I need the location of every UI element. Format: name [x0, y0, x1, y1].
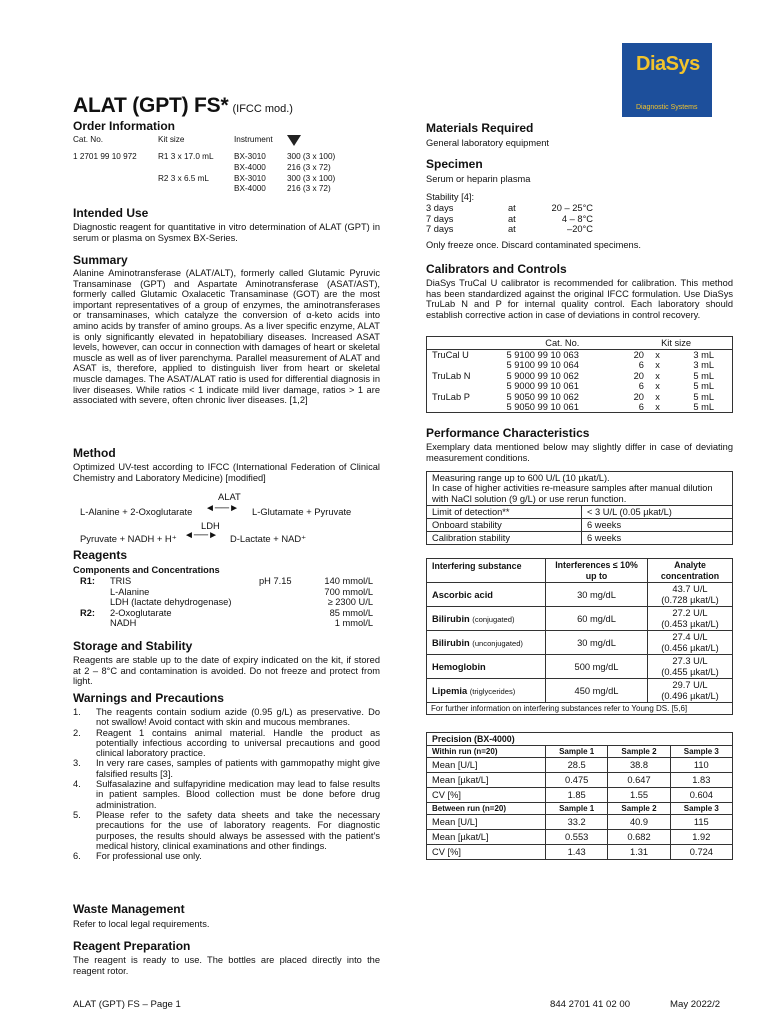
calibrator-name: TruCal U: [427, 350, 505, 361]
warning-item: [73, 707, 380, 728]
calibrator-row: [427, 381, 733, 391]
method-text: Optimized UV-test according to IFCC (International Federation of Clinical Chemistry and Laboratory Medicine) [modified]: [73, 462, 380, 483]
specimen-note: Only freeze once. Discard contaminated specimens.: [426, 240, 641, 250]
limits-value: 6 weeks: [582, 519, 733, 532]
precision-value: 0.647: [608, 773, 670, 788]
diasys-logo: [622, 43, 712, 117]
calibrator-volume: 3 mL: [667, 360, 732, 370]
reagent-label: R1:: [80, 576, 95, 586]
stability-at: at: [508, 203, 516, 213]
warning-item: [73, 758, 380, 779]
logo-brand: DiaSys: [636, 53, 700, 75]
calibrator-count: 6: [638, 381, 644, 392]
calibrator-cat: 5 9050 99 10 062: [506, 391, 579, 402]
calibrator-name: [427, 360, 505, 370]
stability-temperature: 20 – 25°C: [551, 203, 593, 213]
interference-note: For further information on interfering substances refer to Young DS. [5,6]: [427, 703, 733, 715]
precision-key: Mean [U/L]: [427, 758, 546, 773]
calibrator-cat: 5 9050 99 10 061: [505, 402, 621, 413]
stability-duration: 7 days: [426, 213, 454, 224]
reagents-heading: Reagents: [73, 548, 128, 562]
warning-text: Reagent 1 contains animal material. Handle the product as potentially infectious according to universal precautions and good clinical laboratory practice.: [96, 727, 380, 759]
order-cell-kit: R1 3 x 17.0 mL: [158, 152, 214, 161]
tests-symbol-icon: [287, 133, 301, 151]
warnings-heading: Warnings and Precautions: [73, 691, 224, 705]
stability-at: at: [508, 213, 516, 224]
stability-temperature: –20°C: [567, 224, 593, 235]
precision-sample-header: Sample 2: [608, 803, 670, 815]
stability-duration: 3 days: [426, 203, 454, 213]
calibrator-row: [427, 371, 733, 381]
reagent-concentration: 140 mmol/L: [324, 576, 373, 586]
calibrator-cat: 5 9100 99 10 063: [505, 350, 621, 361]
precision-value: 110: [670, 758, 732, 773]
precision-sample-header: Sample 2: [608, 746, 670, 758]
precision-row: [427, 758, 733, 773]
calibrator-volume: 5 mL: [667, 371, 732, 381]
reagent-name: L-Alanine: [110, 586, 150, 597]
interference-substance: Bilirubin: [432, 613, 470, 624]
calibrator-x: x: [648, 350, 667, 361]
calibrator-count: 20: [633, 391, 644, 402]
reagents-subheading: Components and Concentrations: [73, 565, 220, 575]
precision-run-label: Between run (n=20): [427, 803, 546, 815]
warning-number: 1.: [73, 707, 81, 717]
warning-text: In very rare cases, samples of patients with gammopathy might give falsified results [3].: [96, 758, 380, 779]
reagent-concentration: 700 mmol/L: [324, 586, 373, 597]
materials-heading: Materials Required: [426, 121, 534, 135]
calibrator-row: [427, 350, 733, 361]
title-sub: (IFCC mod.): [232, 103, 293, 115]
precision-value: 115: [670, 815, 732, 830]
limits-key: Calibration stability: [427, 532, 582, 545]
interference-concentration-cell: [648, 679, 733, 703]
limits-key: Limit of detection**: [427, 506, 582, 519]
calibrator-row: [427, 360, 733, 370]
precision-key: CV [%]: [427, 788, 546, 803]
interference-substance: Lipemia: [432, 685, 468, 696]
order-cell-instr: BX-3010: [234, 174, 266, 183]
interference-substance-cell: [427, 631, 546, 655]
calibrator-volume: 5 mL: [667, 392, 732, 402]
interference-upto: 30 mg/dL: [546, 631, 648, 655]
precision-value: 1.92: [670, 830, 732, 845]
calibrator-row: [427, 392, 733, 402]
calibrator-volume: 5 mL: [667, 381, 732, 391]
specimen-heading: Specimen: [426, 157, 483, 171]
warning-number: 2.: [73, 727, 81, 738]
interference-concentration-cell: [648, 655, 733, 679]
order-col-instrument: Instrument: [234, 135, 273, 144]
limits-row: [427, 532, 733, 545]
interference-substance-cell: [427, 607, 546, 631]
calibrator-name: [427, 381, 505, 391]
precision-value: 33.2: [546, 815, 608, 830]
specimen-stability-label: Stability [4]:: [426, 192, 475, 202]
precision-value: 1.55: [608, 788, 670, 803]
order-cell-tests: 300 (3 x 100): [287, 152, 336, 161]
warning-text: For professional use only.: [96, 851, 202, 862]
interference-qualifier: (conjugated): [472, 614, 515, 624]
precision-value: 0.682: [608, 830, 670, 845]
precision-value: 38.8: [608, 758, 670, 773]
waste-text: Refer to local legal requirements.: [73, 919, 210, 929]
precision-table: [426, 732, 733, 860]
performance-heading: Performance Characteristics: [426, 426, 590, 440]
interference-concentration-cell: [648, 607, 733, 631]
warning-text: Please refer to the safety data sheets and take the necessary precautions for the use of laboratory reagents. For diagnostic purposes, the results should always be assessed with the patient’s medical history, clinical examinations and other findings.: [96, 809, 380, 851]
order-cell-instr: BX-3010: [234, 152, 266, 161]
calibrator-name: TruLab P: [427, 392, 505, 402]
storage-heading: Storage and Stability: [73, 639, 193, 653]
reagent-concentration: ≥ 2300 U/L: [327, 597, 373, 608]
order-cell-tests: 300 (3 x 100): [287, 174, 336, 183]
interference-upto: 60 mg/dL: [546, 607, 648, 631]
warning-number: 3.: [73, 758, 81, 769]
limits-value: < 3 U/L (0.05 µkat/L): [582, 506, 733, 519]
precision-row: [427, 815, 733, 830]
precision-key: CV [%]: [427, 845, 546, 860]
limits-row: [427, 506, 733, 519]
interference-qualifier: (unconjugated): [472, 638, 523, 648]
reaction1-left: L-Alanine + 2-Oxoglutarate: [80, 506, 193, 517]
reagent-concentration: 1 mmol/L: [334, 618, 373, 629]
interference-col-upto: Interferences ≤ 10% up to: [546, 559, 648, 583]
precision-value: 28.5: [546, 758, 608, 773]
interference-upto: 500 mg/dL: [546, 655, 648, 679]
prep-heading: Reagent Preparation: [73, 939, 191, 953]
warning-number: 5.: [73, 809, 81, 820]
interference-row: [427, 607, 733, 631]
interference-concentration-ukat: (0.456 µkat/L): [661, 642, 719, 653]
reagent-concentration: 85 mmol/L: [329, 607, 373, 618]
precision-run-label: Within run (n=20): [427, 746, 546, 758]
calibrators-header-row: [427, 337, 733, 350]
calibrator-name: TruLab N: [427, 371, 505, 381]
interference-substance-cell: [427, 679, 546, 703]
warning-text: The reagents contain sodium azide (0.95 g/L) as preservative. Do not swallow! Avoid contact with skin and mucous membranes.: [96, 707, 380, 728]
precision-key: Mean [µkat/L]: [427, 830, 546, 845]
specimen-text: Serum or heparin plasma: [426, 174, 531, 184]
precision-title-row: [427, 733, 733, 746]
precision-row: [427, 788, 733, 803]
prep-text: The reagent is ready to use. The bottles are placed directly into the reagent rotor.: [73, 955, 380, 976]
warning-item: [73, 810, 380, 851]
reagent-name: LDH (lactate dehydrogenase): [110, 597, 232, 608]
precision-value: 0.553: [546, 830, 608, 845]
interference-concentration-ul: 43.7 U/L: [672, 584, 708, 595]
summary-heading: Summary: [73, 253, 128, 267]
calibrators-header-empty: [427, 337, 505, 350]
measuring-range-text: Measuring range up to 600 U/L (10 µkat/L). In case of higher activities re-measure samples after manual dilution with NaCl solution (9 g/L) or use rerun function.: [427, 472, 733, 506]
precision-row: [427, 773, 733, 788]
order-cell-instr: BX-4000: [234, 184, 266, 193]
interference-substance-cell: [427, 583, 546, 607]
summary-text: Alanine Aminotransferase (ALAT/ALT), formerly called Glutamic Pyruvic Transaminase (GPT) and Aspartate Aminotransferase (ASAT/AST), formerly called Glutamic Oxalacetic Transaminase (GOT) are the most important representatives of a group of enzymes, the aminotransferases or transaminases, which catalyze the conversion of α-keto acids into amino acids by transfer of amino groups. As a liver specific enzyme, ALAT is only significantly elevated in hepatobiliary diseases. Increased ASAT levels, however, can occur in connection with damages of heart or skeletal muscle as well as of liver parenchyma. Parallel measurement of ALAT and ASAT is, therefore, applied to distinguish liver from heart or skeletal muscle damages. The ASAT/ALAT ratio is used for differential diagnosis in liver diseases. While ratios < 1 indicate mild liver damage, ratios > 1 are associated with severe, often chronic liver diseases. [1,2]: [73, 268, 380, 406]
precision-row: [427, 830, 733, 845]
enzyme-ldh: LDH: [201, 520, 220, 531]
interference-note-row: [427, 703, 733, 715]
precision-row: [427, 845, 733, 860]
interference-concentration-cell: [648, 583, 733, 607]
interference-col-substance: Interfering substance: [427, 559, 546, 583]
interference-upto: 450 mg/dL: [546, 679, 648, 703]
enzyme-alat: ALAT: [218, 491, 241, 502]
stability-at: at: [508, 224, 516, 235]
interference-concentration-cell: [648, 631, 733, 655]
calibrator-x: x: [655, 391, 660, 402]
precision-title: Precision (BX-4000): [427, 733, 733, 746]
interference-concentration-ul: 29.7 U/L: [672, 680, 708, 691]
interference-concentration-ukat: (0.496 µkat/L): [661, 690, 719, 701]
logo-tagline: Diagnostic Systems: [636, 104, 698, 111]
order-col-cat: Cat. No.: [73, 135, 104, 144]
page-title: [73, 94, 293, 118]
calibrator-volume: 5 mL: [667, 402, 732, 413]
calibrators-text: DiaSys TruCal U calibrator is recommended for calibration. This method has been standardized against the original IFCC formulation. Use DiaSys TruLab N and P for internal quality control. Each laboratory should establish corrective action in case of deviations in control recovery.: [426, 278, 733, 320]
calibrator-name: [427, 402, 505, 413]
calibrator-volume: 3 mL: [667, 350, 732, 361]
calibrator-x: x: [655, 381, 660, 392]
precision-sample-header: Sample 3: [670, 803, 732, 815]
calibrator-x: x: [655, 360, 660, 371]
interference-table: [426, 558, 733, 715]
limits-row: [427, 519, 733, 532]
reagent-name: TRIS: [110, 576, 132, 586]
order-cell-cat: 1 2701 99 10 972: [73, 152, 137, 161]
calibrator-cat: 5 9000 99 10 062: [506, 370, 579, 381]
interference-substance-cell: [427, 655, 546, 679]
order-cell-kit: R2 3 x 6.5 mL: [158, 174, 209, 183]
interference-concentration-ul: 27.2 U/L: [672, 608, 708, 619]
intended-heading: Intended Use: [73, 206, 149, 220]
warning-number: 4.: [73, 779, 81, 790]
interference-concentration-ukat: (0.453 µkat/L): [661, 618, 719, 629]
precision-key: Mean [U/L]: [427, 815, 546, 830]
precision-value: 0.604: [670, 788, 732, 803]
stability-temperature: 4 – 8°C: [561, 213, 593, 224]
precision-value: 1.31: [608, 845, 670, 860]
footer-doc-number: 844 2701 41 02 00: [550, 999, 631, 1010]
reagent-ph: pH 7.15: [259, 576, 292, 586]
reaction2-left: Pyruvate + NADH + H⁺: [80, 533, 177, 544]
interference-row: [427, 655, 733, 679]
reaction1-arrow-icon: ◄──►: [205, 503, 239, 514]
footer-left: ALAT (GPT) FS – Page 1: [73, 999, 181, 1010]
order-heading: Order Information: [73, 119, 176, 133]
calibrator-count: 6: [638, 360, 644, 371]
reaction1-right: L-Glutamate + Pyruvate: [252, 506, 352, 517]
precision-value: 1.43: [546, 845, 608, 860]
calibrator-row: [427, 402, 733, 413]
interference-col-concentration: Analyte concentration: [648, 559, 733, 583]
interference-substance: Hemoglobin: [432, 661, 486, 672]
storage-text: Reagents are stable up to the date of expiry indicated on the kit, if stored at 2 – 8°C and contamination is avoided. Do not freeze and protect from light.: [73, 655, 380, 687]
interference-concentration-ul: 27.4 U/L: [672, 632, 708, 643]
reaction2-arrow-icon: ◄──►: [184, 530, 218, 541]
precision-value: 0.724: [670, 845, 732, 860]
calibrator-x: x: [648, 402, 667, 413]
calibrator-cat: 5 9000 99 10 061: [506, 381, 579, 392]
calibrators-header-cat: Cat. No.: [505, 337, 621, 350]
calibrator-count: 6: [620, 402, 648, 413]
calibrator-cat: 5 9100 99 10 064: [506, 360, 579, 371]
waste-heading: Waste Management: [73, 902, 185, 916]
warning-item: [73, 728, 380, 759]
precision-value: 1.85: [546, 788, 608, 803]
measuring-table: [426, 471, 733, 545]
method-heading: Method: [73, 446, 116, 460]
warning-item: [73, 851, 380, 861]
footer-date: May 2022/2: [670, 999, 721, 1010]
warning-text: Sulfasalazine and sulfapyridine medication may lead to false results in patient samples. Blood collection must be done before drug administration.: [96, 779, 380, 810]
calibrator-count: 20: [620, 350, 648, 361]
materials-text: General laboratory equipment: [426, 138, 549, 148]
reagent-name: 2-Oxoglutarate: [110, 607, 172, 618]
order-cell-tests: 216 (3 x 72): [287, 184, 331, 193]
title-main: ALAT (GPT) FS*: [73, 94, 229, 117]
order-cell-instr: BX-4000: [234, 163, 266, 172]
precision-sample-header: Sample 1: [546, 803, 608, 815]
interference-substance: Ascorbic acid: [432, 589, 493, 600]
warning-number: 6.: [73, 851, 81, 862]
precision-value: 40.9: [608, 815, 670, 830]
interference-qualifier: (triglycerides): [469, 686, 516, 696]
reagent-label: R2:: [80, 607, 95, 618]
interference-substance: Bilirubin: [432, 637, 470, 648]
interference-row: [427, 679, 733, 703]
precision-key: Mean [µkat/L]: [427, 773, 546, 788]
calibrators-table: [426, 336, 733, 413]
performance-text: Exemplary data mentioned below may slightly differ in case of deviating measurement conditions.: [426, 442, 733, 463]
precision-value: 0.475: [546, 773, 608, 788]
precision-sample-header: Sample 1: [546, 746, 608, 758]
calibrator-count: 20: [633, 370, 644, 381]
interference-row: [427, 631, 733, 655]
calibrators-heading: Calibrators and Controls: [426, 262, 567, 276]
limits-key: Onboard stability: [427, 519, 582, 532]
warning-item: [73, 779, 380, 810]
limits-value: 6 weeks: [582, 532, 733, 545]
precision-header-row: [427, 803, 733, 815]
interference-header-row: [427, 559, 733, 583]
calibrators-header-kit: Kit size: [620, 337, 732, 350]
interference-concentration-ukat: (0.728 µkat/L): [661, 594, 719, 605]
precision-value: 1.83: [670, 773, 732, 788]
interference-concentration-ukat: (0.455 µkat/L): [661, 666, 719, 677]
order-col-kit: Kit size: [158, 135, 185, 144]
interference-concentration-ul: 27.3 U/L: [672, 656, 708, 667]
reaction2-right: D-Lactate + NAD⁺: [230, 533, 307, 544]
precision-header-row: [427, 746, 733, 758]
reagent-name: NADH: [110, 618, 137, 629]
order-cell-tests: 216 (3 x 72): [287, 163, 331, 172]
stability-duration: 7 days: [426, 224, 454, 235]
precision-sample-header: Sample 3: [670, 746, 732, 758]
interference-row: [427, 583, 733, 607]
calibrator-x: x: [655, 370, 660, 381]
intended-text: Diagnostic reagent for quantitative in vitro determination of ALAT (GPT) in serum or plasma on Sysmex BX-Series.: [73, 222, 380, 243]
interference-upto: 30 mg/dL: [546, 583, 648, 607]
warnings-list: [73, 707, 380, 861]
